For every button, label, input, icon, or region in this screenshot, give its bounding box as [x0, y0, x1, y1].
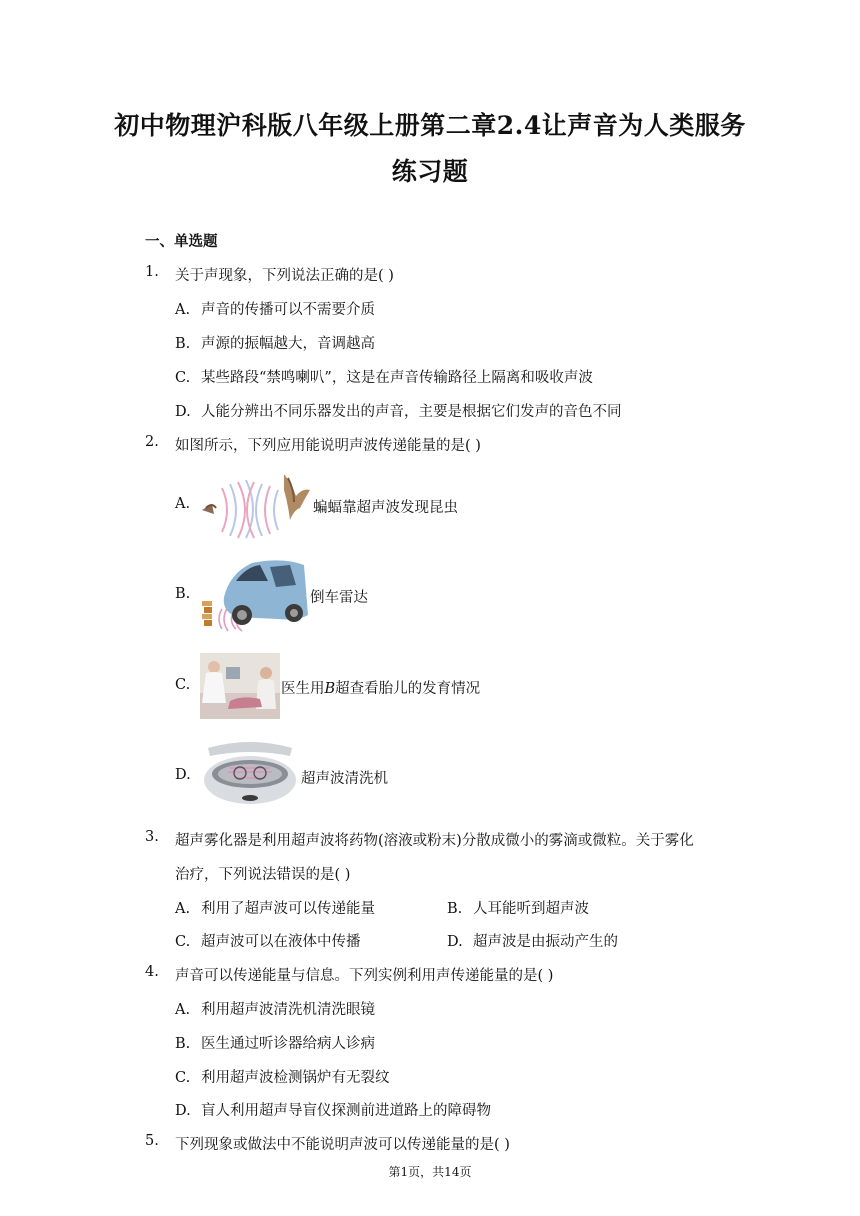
option-3b: B. 人耳能听到超声波 — [447, 901, 589, 917]
question-number: 1. — [145, 264, 159, 280]
option-2a-label: A. — [175, 496, 191, 512]
option-text: 某些路段“禁鸣喇叭”，这是在声音传输路径上隔离和吸收声波 — [201, 370, 593, 386]
question-text: 下列现象或做法中不能说明声波可以传递能量的是( ) — [175, 1137, 510, 1153]
option-1a — [175, 298, 375, 319]
question-text: 如图所示，下列应用能说明声波传递能量的是( ) — [175, 438, 481, 454]
option-text: 声源的振幅越大，音调越高 — [201, 336, 375, 352]
question-text-continued: 治疗，下列说法错误的是( ) — [175, 867, 351, 883]
question-number: 2. — [145, 434, 159, 450]
question-text: 超声雾化器是利用超声波将药物(溶液或粉末)分散成微小的雾滴或微粒。关于雾化 — [175, 833, 694, 849]
question-number: 3. — [145, 829, 159, 845]
option-4c: C. 利用超声波检测锅炉有无裂纹 — [175, 1070, 390, 1086]
option-2d-label: D. — [175, 767, 191, 783]
document-title: 初中物理沪科版八年级上册第二章2.4让声音为人类服务 — [114, 111, 746, 140]
option-label: A. — [175, 302, 191, 318]
option-label: B. — [175, 336, 191, 352]
option-4d: D. 盲人利用超声导盲仪探测前进道路上的障碍物 — [175, 1103, 491, 1119]
ultrasonic-cleaner-image — [200, 740, 300, 808]
bat-ultrasound-image — [200, 470, 312, 540]
option-text: 声音的传播可以不需要介质 — [201, 302, 375, 318]
option-4a: A. 利用超声波清洗机清洗眼镜 — [175, 1002, 375, 1018]
option-2c-label: C. — [175, 677, 191, 693]
option-2d-text: 超声波清洗机 — [301, 771, 388, 787]
section-heading: 一、单选题 — [145, 233, 218, 250]
option-1d — [175, 400, 622, 421]
option-2a-text: 蝙蝠靠超声波发现昆虫 — [313, 500, 458, 516]
option-2b-text: 倒车雷达 — [310, 590, 368, 606]
option-1c — [175, 366, 593, 387]
question-text: 关于声现象，下列说法正确的是( ) — [175, 268, 394, 284]
option-label: D. — [175, 404, 191, 420]
question-text: 声音可以传递能量与信息。下列实例利用声传递能量的是( ) — [175, 968, 554, 984]
option-label: C. — [175, 370, 191, 386]
option-2b-label: B. — [175, 586, 191, 602]
option-3a: A. 利用了超声波可以传递能量 — [175, 901, 375, 917]
question-number: 4. — [145, 964, 159, 980]
option-2c-text: 医生用B超查看胎儿的发育情况 — [281, 681, 481, 697]
option-3d: D. 超声波是由振动产生的 — [447, 934, 618, 950]
question-number: 5. — [145, 1133, 159, 1149]
car-radar-image — [198, 557, 308, 635]
document-title-line2: 练习题 — [391, 157, 469, 186]
option-4b: B. 医生通过听诊器给病人诊病 — [175, 1036, 375, 1052]
option-3c: C. 超声波可以在液体中传播 — [175, 934, 361, 950]
option-1b — [175, 332, 375, 353]
option-text: 人能分辨出不同乐器发出的声音，主要是根据它们发声的音色不同 — [201, 404, 622, 420]
page-footer: 第1页，共14页 — [388, 1165, 472, 1179]
b-ultrasound-image — [200, 653, 280, 719]
